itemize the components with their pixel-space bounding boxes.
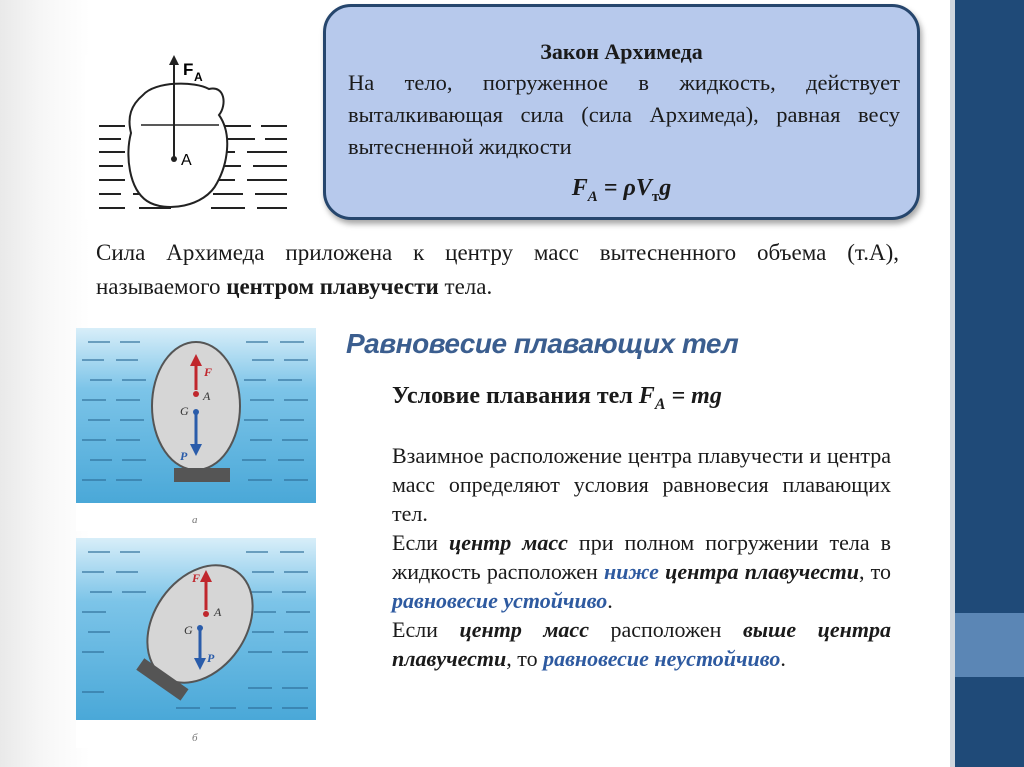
label-f: F [204,365,213,379]
s1-part-f: , то [858,559,891,584]
law-formula [326,175,917,206]
caption-b: б [192,732,198,744]
right-decor-bar [950,0,1024,767]
weight-block [174,468,230,482]
s1-center-mass: центр масс [448,530,568,555]
label-a: A [214,605,222,619]
para1-text-after: тела. [438,274,493,299]
label-g: G [184,623,193,637]
formula-rhs: = ρV [603,175,652,201]
condition-label: Условие плавания тел [392,383,639,409]
floating-condition [392,383,722,414]
label-p: P [180,449,188,463]
label-p: P [207,651,215,665]
s1-stable: равновесие устойчиво [392,588,608,613]
s2-part-c: расположен [588,617,743,642]
formula-end: g [659,175,672,201]
condition-rest: = mg [665,383,722,409]
label-f: F [192,571,201,585]
s2-part-a: Если [392,617,460,642]
point-g-dot [193,409,199,415]
formula-rhs-sub: т [651,188,660,205]
s1-part-c: при полном погружении тела в жидкость расположен [392,530,891,584]
label-g: G [180,404,189,418]
submerged-body [128,84,227,207]
s2-center-mass: центр масс [459,617,589,642]
equilibrium-intro: Взаимное расположение центра плавучести и центра масс определяют условия равновесия плавающих тел. [392,443,891,526]
condition-f-sub: A [654,395,666,413]
s1-buoyancy-center: центра плавучести [658,559,859,584]
unstable-equilibrium-figure [76,538,316,748]
s1-below: ниже [604,559,659,584]
stable-equilibrium-figure [76,328,316,531]
buoyancy-center-paragraph [96,236,899,304]
section-title: Равновесие плавающих тел [346,328,739,359]
s2-period: . [780,646,786,671]
para1-bold-term: центром плавучести [226,274,439,299]
decor-accent-block [955,613,1024,677]
force-subscript: A [194,70,203,84]
point-a-label: A [181,152,192,169]
law-text: На тело, погруженное в жидкость, действует выталкивающая сила (сила Архимеда), равная весу вытесненной жидкости [348,70,900,159]
s2-unstable: равновесие неустойчиво [543,646,781,671]
point-a-dot [193,391,199,397]
point-g-dot [197,625,203,631]
label-a: A [203,389,211,403]
stable-sentence [392,528,891,615]
unstable-sentence [392,615,891,673]
condition-f: F [638,383,655,409]
point-a-dot [203,611,209,617]
s2-above: выше центра плавучести [392,617,891,671]
formula-lhs: F [571,175,588,201]
s2-part-e: , то [506,646,544,671]
formula-lhs-sub: A [587,188,598,205]
equilibrium-text [392,441,891,673]
s1-period: . [607,588,613,613]
law-title: Закон Архимеда [540,39,703,64]
archimedes-law-box [323,4,920,220]
point-a-dot [171,156,177,162]
force-label: F [183,60,194,79]
para1-text-before: Сила Архимеда приложена к центру масс вытесненного объема (т.А), называемого [96,240,899,299]
s1-part-a: Если [392,530,449,555]
caption-a: а [192,514,198,526]
archimedes-body-figure [85,55,295,219]
